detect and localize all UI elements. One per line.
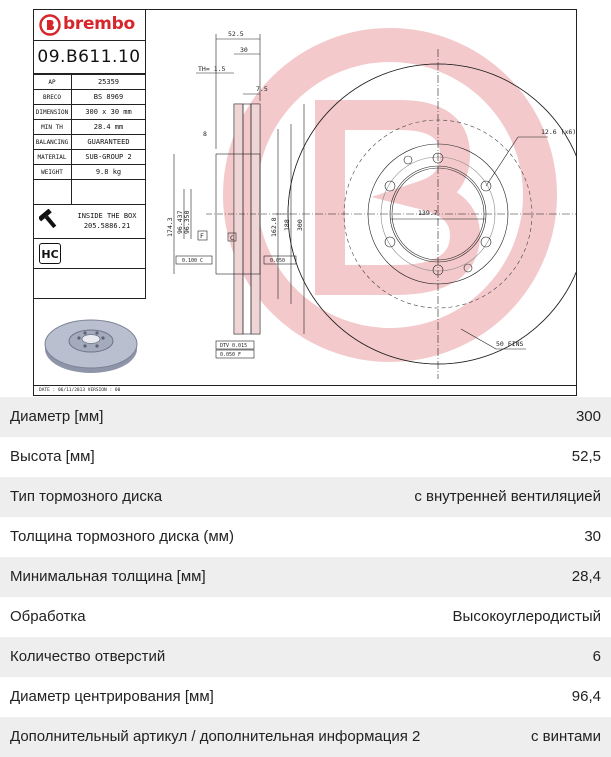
hc-cell [33, 239, 146, 269]
dim-hole: 12.6 (x6) [541, 128, 577, 136]
specifications-table [0, 397, 611, 757]
spec-key: AP [33, 75, 72, 90]
part-number: 09.B611.10 [33, 41, 146, 74]
dim-300: 300 [296, 219, 304, 231]
inside-box-text [71, 211, 143, 231]
spec-row [33, 75, 146, 90]
title-block [33, 9, 146, 385]
spec-row [33, 135, 146, 150]
spec-table-row [0, 437, 611, 477]
brembo-logo-icon [39, 14, 61, 36]
spec-label: Диаметр [мм] [10, 408, 104, 425]
inside-box-line1: INSIDE THE BOX [77, 212, 137, 220]
spec-label: Толщина тормозного диска (мм) [10, 528, 234, 545]
spec-value: 25359 [72, 75, 146, 90]
spec-row [33, 105, 146, 120]
spec-value: 300 x 30 mm [72, 105, 146, 120]
spec-value: GUARANTEED [72, 135, 146, 150]
dim-174-3: 174.3 [166, 217, 174, 237]
spec-row [33, 120, 146, 135]
spec-table-row [0, 717, 611, 757]
spec-value: Высокоуглеродистый [452, 608, 601, 625]
disc-drawing [146, 9, 577, 385]
spec-value: BS 8969 [72, 90, 146, 105]
tol-dtv: DTV 0.015 [220, 343, 248, 349]
bolt-icon [39, 209, 59, 231]
disc-thumbnail [41, 309, 141, 379]
spec-row [33, 165, 146, 180]
spec-label: Количество отверстий [10, 648, 166, 665]
date-version-line: DATE : 06/11/2013 VERSION : 00 [33, 385, 577, 396]
spec-key: DIMENSION [33, 105, 72, 120]
dim-fins: 50 FINS [496, 340, 524, 348]
brand-header [33, 9, 146, 41]
spec-value: 6 [592, 648, 601, 665]
spec-table-row [0, 637, 611, 677]
spec-row [33, 90, 146, 105]
dim-8: 8 [203, 130, 207, 138]
tol-left: 0.100 C [182, 258, 204, 264]
spec-value: 28,4 [571, 568, 601, 585]
tol-bottom: 0.050 F [220, 352, 242, 358]
spec-value: с винтами [530, 728, 601, 745]
spec-label: Обработка [10, 608, 86, 625]
spec-label: Тип тормозного диска [10, 488, 163, 505]
hc-icon: HC [39, 243, 61, 264]
spec-table-row [0, 397, 611, 437]
dim-139-7: 139.7 [418, 209, 438, 217]
spec-value: 30 [584, 528, 601, 545]
dim-188: 188 [283, 219, 291, 231]
dim-162-8: 162.8 [270, 217, 278, 237]
dim-height: 52.5 [228, 30, 244, 38]
spec-value: с внутренней вентиляцией [414, 488, 601, 505]
datum-f: F [200, 232, 204, 240]
spec-label: Диаметр центрирования [мм] [10, 688, 214, 705]
dim-thickness: 30 [240, 46, 248, 54]
blank-cell [33, 269, 146, 299]
dim-96-350: 96.350 [183, 210, 191, 234]
spec-label: Дополнительный артикул / дополнительная информация 2 [10, 728, 421, 745]
spec-value: 28.4 mm [72, 120, 146, 135]
brand-name: brembo [63, 14, 135, 34]
spec-table-row [0, 677, 611, 717]
dim-7-5: 7.5 [256, 85, 268, 93]
drawing-spec-table [33, 74, 146, 205]
datum-c: C [230, 234, 234, 242]
spec-table-row [0, 597, 611, 637]
spec-key: BALANCING [33, 135, 72, 150]
tol-right: 0.050 [270, 258, 286, 264]
spec-table-row [0, 517, 611, 557]
inside-box-line2: 205.5886.21 [83, 222, 131, 230]
spec-table-row [0, 477, 611, 517]
spec-value: 96,4 [571, 688, 601, 705]
spec-value: 9.8 kg [72, 165, 146, 180]
spec-value: SUB-GROUP 2 [72, 150, 146, 165]
spec-row [33, 150, 146, 165]
dim-96-437: 96.437 [176, 210, 184, 234]
spec-row-blank [33, 180, 146, 205]
spec-value: 300 [575, 408, 601, 425]
spec-value: 52,5 [571, 448, 601, 465]
spec-label: Минимальная толщина [мм] [10, 568, 206, 585]
spec-table-row [0, 557, 611, 597]
spec-label: Высота [мм] [10, 448, 95, 465]
spec-key: MATERIAL [33, 150, 72, 165]
dim-th: TH= 1.5 [198, 65, 226, 73]
spec-key: WEIGHT [33, 165, 72, 180]
spec-key: BRECO [33, 90, 72, 105]
inside-the-box [33, 203, 146, 239]
spec-key: MIN TH [33, 120, 72, 135]
